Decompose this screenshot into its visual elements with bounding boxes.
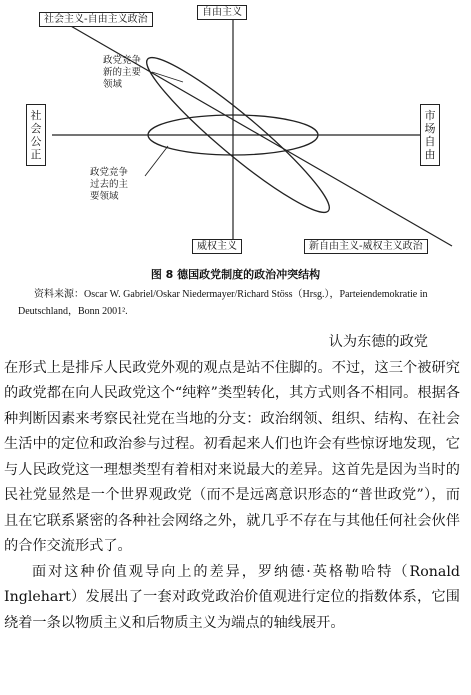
old-domain-pointer: [145, 146, 168, 176]
figure-source: 资料来源：Oscar W. Gabriel/Oskar Niedermayer/Richard Stöss（Hrsg.），Parteiendemokratie in Deutschland，Bonn 2001².: [18, 289, 428, 317]
diagonal-axis: [50, 14, 452, 246]
paragraph-1-lead: 认为东德的政党: [328, 334, 428, 350]
conflict-diagram: [0, 0, 471, 265]
annotation-new-line-1: 政党竞争: [103, 55, 142, 66]
annotation-new-line-3: 领域: [103, 79, 123, 90]
paragraph-1: 在形式上是排斥人民政党外观的观点是站不住脚的。不过，这三个被研究的政党都在向人民政党这个“纯粹”类型转化，其方式则各不相同。根据各种判断因素来考察民社党在当地的分支：政治纲领、组织、结构、在社会生活中的定位和政治参与过程。初看起来人们也许会有些惊讶地发现，它与人民政党这一理想类型有着相对来说最大的差异。这首先是因为当时的民社党显然是一个世界观政党（而不是远离意识形态的“普世政党”），而且在它联系紧密的各种社会网络之外，就几乎不存在与其他任何社会伙伴的合作交流形式了。: [4, 359, 460, 554]
new-domain-pointer: [152, 72, 183, 82]
annotation-new-domain: [103, 55, 141, 91]
label-authoritarianism: 威权主义: [192, 239, 242, 254]
label-neoliberal-authoritarian: 新自由主义-威权主义政治: [304, 239, 428, 254]
figure-caption: 图 8 德国政党制度的政治冲突结构: [150, 268, 321, 281]
conflict-structure-figure: [0, 0, 471, 265]
annotation-old-domain: [90, 167, 128, 203]
annotation-old-line-1: 政党竞争: [90, 167, 129, 178]
label-market-freedom: 市场自由: [420, 104, 440, 166]
label-socialist-liberal: 社会主义-自由主义政治: [39, 12, 153, 27]
body-text: [4, 330, 460, 636]
paragraph-2: 面对这种价值观导向上的差异，罗纳德·英格勒哈特（Ronald Inglehart）发展出了一套对政党政治价值观进行定位的指数体系，它围绕着一条以物质主义和后物质主义为端点的轴线展开。: [4, 563, 460, 631]
label-liberalism: 自由主义: [197, 5, 247, 20]
label-social-justice: 社会公正: [26, 104, 46, 166]
annotation-old-line-2: 过去的主: [90, 179, 129, 190]
annotation-new-line-2: 新的主要: [103, 67, 142, 78]
annotation-old-line-3: 要领域: [90, 191, 119, 202]
